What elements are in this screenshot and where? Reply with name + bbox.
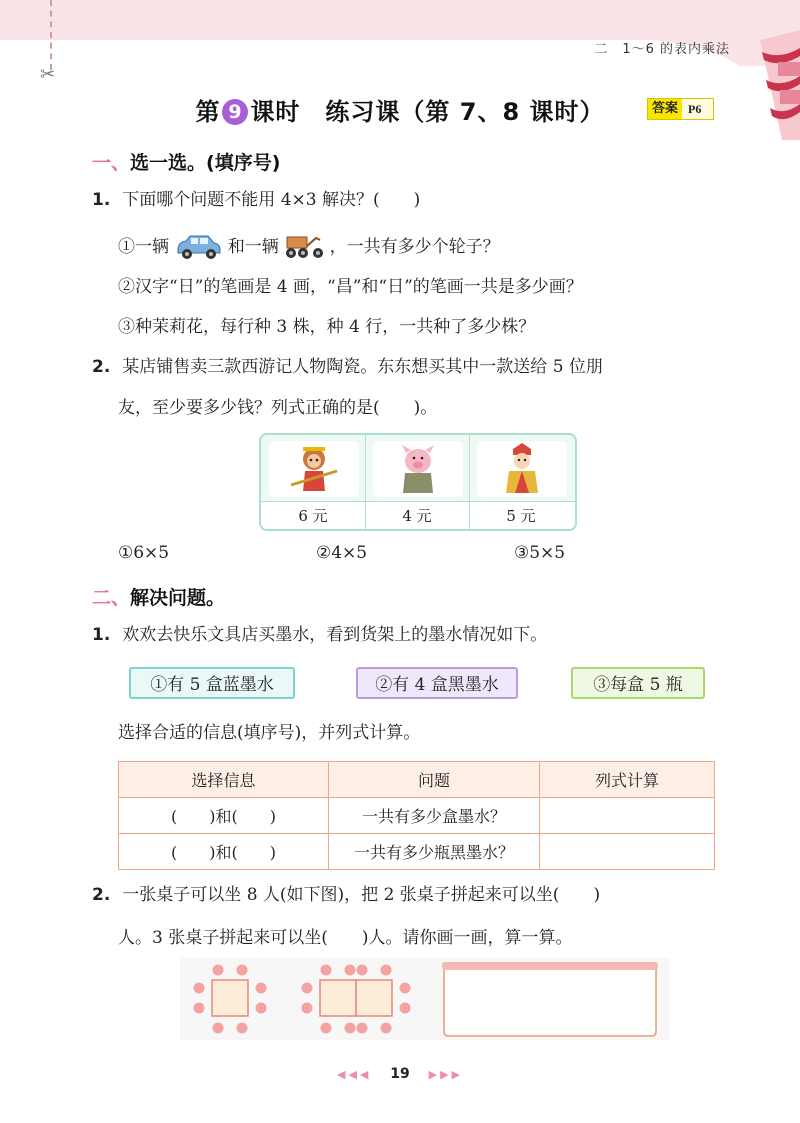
problem-2-text-1: 一张桌子可以坐 8 人(如下图)，把 2 张桌子拼起来可以坐( )	[122, 885, 601, 905]
q1-option-1-part-b: 和一辆	[227, 237, 279, 257]
section-one-heading	[92, 148, 280, 175]
header-calculation: 列式计算	[540, 762, 715, 798]
header-question: 问题	[329, 762, 540, 798]
info-box-1: ①有 5 盒蓝墨水	[129, 667, 295, 699]
problem-1-text: 欢欢去快乐文具店买墨水，看到货架上的墨水情况如下。	[122, 625, 548, 645]
question-2-line-1	[92, 355, 603, 379]
row-1-question: 一共有多少盒墨水？	[329, 798, 540, 834]
lesson-number-badge: 9	[222, 99, 248, 125]
question-1	[92, 188, 420, 212]
q1-option-2: ②汉字“日”的笔画是 4 画，“昌”和“日”的笔画一共是多少画？	[118, 277, 583, 297]
question-2-line-2: 友，至少要多少钱？列式正确的是( )。	[118, 398, 438, 418]
section-two-heading	[92, 583, 225, 610]
section-two-title: 解决问题。	[130, 587, 226, 609]
row-2-calc[interactable]	[540, 834, 715, 870]
cut-line	[50, 0, 52, 70]
question-2-number: 2.	[92, 357, 111, 377]
table-header-row	[119, 762, 715, 798]
q2-option-1[interactable]: ①6×5	[118, 543, 170, 563]
answer-reference[interactable]	[647, 98, 714, 120]
price-1: 6 元	[298, 507, 328, 525]
q1-option-1-part-a: ①一辆	[118, 237, 169, 257]
table-row	[119, 798, 715, 834]
q2-option-3[interactable]: ③5×5	[514, 543, 566, 563]
tricycle-icon	[284, 232, 324, 260]
question-1-text: 下面哪个问题不能用 4×3 解决？( )	[122, 190, 421, 210]
pig-figurine-image	[373, 441, 463, 497]
car-icon	[174, 234, 222, 260]
problem-2-line-2: 人。3 张桌子拼起来可以坐( )人。请你画一画，算一算。	[118, 928, 573, 948]
row-2-question: 一共有多少瓶黑墨水？	[329, 834, 540, 870]
table-row	[119, 834, 715, 870]
problem-1-instruction: 选择合适的信息(填序号)，并列式计算。	[118, 723, 421, 743]
problem-1	[92, 623, 547, 647]
q2-option-2[interactable]: ②4×5	[316, 543, 368, 563]
answer-table	[118, 761, 715, 870]
price-3: 5 元	[506, 507, 536, 525]
prev-arrows-icon: ◀◀◀	[336, 1068, 372, 1081]
monkey-figurine-image	[269, 441, 359, 497]
figurine-price-table	[259, 433, 577, 531]
scissors-icon: ✂	[40, 64, 56, 85]
question-2-text-1: 某店铺售卖三款西游记人物陶瓷。东东想买其中一款送给 5 位朋	[122, 357, 603, 377]
question-1-number: 1.	[92, 190, 111, 210]
section-two-number: 二、	[92, 587, 131, 609]
row-2-choice[interactable]: ( )和( )	[119, 834, 329, 870]
q1-option-1	[118, 232, 500, 260]
answer-label: 答案	[648, 99, 682, 119]
section-one-number: 一、	[92, 152, 131, 174]
pig-icon	[373, 441, 463, 497]
q1-option-3: ③种茉莉花，每行种 3 株，种 4 行，一共种了多少株？	[118, 317, 536, 337]
chapter-title: 二 1～6 的表内乘法	[594, 42, 730, 57]
row-1-choice[interactable]: ( )和( )	[119, 798, 329, 834]
info-box-3: ③每盒 5 瓶	[571, 667, 705, 699]
page-footer	[0, 1066, 800, 1082]
title-suffix: 课时 练习课（第 7、8 课时）	[250, 98, 605, 126]
header-choose-info: 选择信息	[119, 762, 329, 798]
next-arrows-icon: ▶▶▶	[428, 1068, 463, 1081]
page-number: 19	[390, 1066, 410, 1082]
table-seating-diagram	[180, 958, 670, 1040]
monkey-king-icon	[269, 441, 359, 497]
row-1-calc[interactable]	[540, 798, 715, 834]
drawing-area[interactable]	[442, 962, 658, 1036]
answer-page: P6	[682, 99, 713, 119]
problem-1-number: 1.	[92, 625, 111, 645]
q1-option-1-part-c: ，一共有多少个轮子？	[329, 237, 500, 257]
problem-2-line-1	[92, 883, 600, 907]
price-2: 4 元	[402, 507, 432, 525]
problem-2-number: 2.	[92, 885, 111, 905]
info-box-2: ②有 4 盒黑墨水	[356, 667, 518, 699]
section-one-title: 选一选。(填序号)	[130, 152, 281, 174]
monk-figurine-image	[477, 441, 567, 497]
title-prefix: 第	[195, 98, 221, 126]
monk-icon	[477, 441, 567, 497]
